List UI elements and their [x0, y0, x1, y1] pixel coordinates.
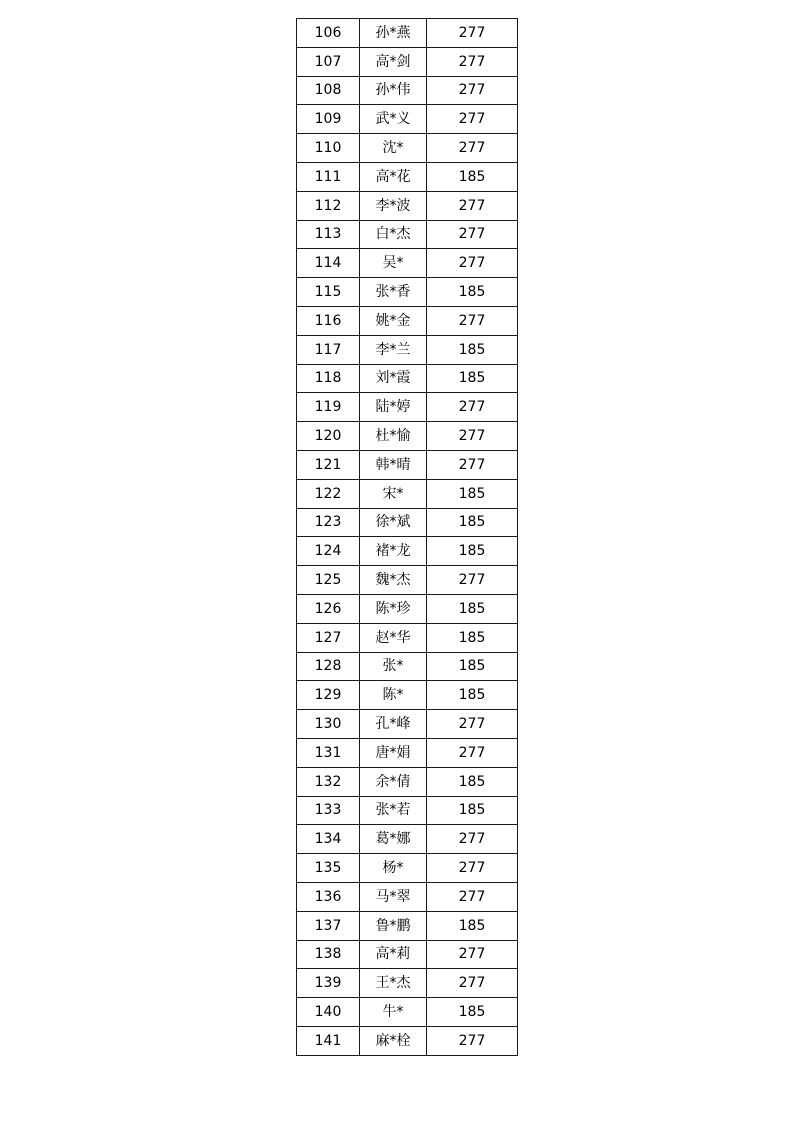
name-cell: 高*花 [360, 162, 427, 191]
table-row [297, 796, 518, 825]
amount-cell: 185 [427, 998, 518, 1027]
name-cell: 余*倩 [360, 767, 427, 796]
row-number-cell: 136 [297, 882, 360, 911]
amount-cell: 277 [427, 738, 518, 767]
amount-cell: 185 [427, 537, 518, 566]
row-number-cell: 113 [297, 220, 360, 249]
table-row [297, 1026, 518, 1055]
amount-cell: 277 [427, 710, 518, 739]
table-row [297, 969, 518, 998]
table-row [297, 652, 518, 681]
table-row [297, 393, 518, 422]
name-cell: 李*兰 [360, 335, 427, 364]
name-cell: 马*翠 [360, 882, 427, 911]
row-number-cell: 109 [297, 105, 360, 134]
name-cell: 高*剑 [360, 47, 427, 76]
amount-cell: 185 [427, 911, 518, 940]
row-number-cell: 128 [297, 652, 360, 681]
name-cell: 张*香 [360, 278, 427, 307]
name-cell: 张*若 [360, 796, 427, 825]
amount-cell: 277 [427, 393, 518, 422]
name-cell: 高*莉 [360, 940, 427, 969]
table-row [297, 594, 518, 623]
row-number-cell: 111 [297, 162, 360, 191]
table-row [297, 998, 518, 1027]
row-number-cell: 135 [297, 854, 360, 883]
name-cell: 徐*斌 [360, 508, 427, 537]
row-number-cell: 137 [297, 911, 360, 940]
amount-cell: 277 [427, 450, 518, 479]
row-number-cell: 131 [297, 738, 360, 767]
amount-cell: 185 [427, 767, 518, 796]
amount-cell: 185 [427, 278, 518, 307]
name-cell: 孙*燕 [360, 19, 427, 48]
row-number-cell: 141 [297, 1026, 360, 1055]
name-cell: 麻*栓 [360, 1026, 427, 1055]
table-row [297, 825, 518, 854]
row-number-cell: 126 [297, 594, 360, 623]
name-cell: 陈* [360, 681, 427, 710]
table-row [297, 306, 518, 335]
amount-cell: 277 [427, 220, 518, 249]
table-row [297, 450, 518, 479]
name-cell: 白*杰 [360, 220, 427, 249]
amount-cell: 277 [427, 882, 518, 911]
amount-cell: 277 [427, 76, 518, 105]
name-cell: 杨* [360, 854, 427, 883]
name-cell: 杜*愉 [360, 422, 427, 451]
document-page [296, 18, 518, 1056]
table-row [297, 767, 518, 796]
row-number-cell: 117 [297, 335, 360, 364]
row-number-cell: 130 [297, 710, 360, 739]
name-cell: 牛* [360, 998, 427, 1027]
name-cell: 张* [360, 652, 427, 681]
row-number-cell: 115 [297, 278, 360, 307]
name-cell: 褚*龙 [360, 537, 427, 566]
name-cell: 孙*伟 [360, 76, 427, 105]
name-cell: 李*波 [360, 191, 427, 220]
table-row [297, 911, 518, 940]
name-cell: 吴* [360, 249, 427, 278]
row-number-cell: 119 [297, 393, 360, 422]
row-number-cell: 122 [297, 479, 360, 508]
amount-cell: 185 [427, 594, 518, 623]
name-cell: 武*义 [360, 105, 427, 134]
name-cell: 韩*晴 [360, 450, 427, 479]
table-row [297, 422, 518, 451]
amount-cell: 277 [427, 1026, 518, 1055]
name-cell: 赵*华 [360, 623, 427, 652]
row-number-cell: 114 [297, 249, 360, 278]
row-number-cell: 124 [297, 537, 360, 566]
row-number-cell: 138 [297, 940, 360, 969]
amount-cell: 277 [427, 134, 518, 163]
table-row [297, 162, 518, 191]
amount-cell: 185 [427, 681, 518, 710]
amount-cell: 185 [427, 796, 518, 825]
table-row [297, 738, 518, 767]
amount-cell: 185 [427, 652, 518, 681]
amount-cell: 277 [427, 47, 518, 76]
table-row [297, 623, 518, 652]
row-number-cell: 123 [297, 508, 360, 537]
name-cell: 姚*金 [360, 306, 427, 335]
table-row [297, 537, 518, 566]
amount-cell: 277 [427, 825, 518, 854]
amount-cell: 277 [427, 105, 518, 134]
row-number-cell: 139 [297, 969, 360, 998]
table-row [297, 47, 518, 76]
row-number-cell: 112 [297, 191, 360, 220]
amount-cell: 185 [427, 623, 518, 652]
row-number-cell: 129 [297, 681, 360, 710]
amount-cell: 185 [427, 335, 518, 364]
amount-cell: 185 [427, 364, 518, 393]
row-number-cell: 140 [297, 998, 360, 1027]
table-row [297, 335, 518, 364]
amount-cell: 185 [427, 162, 518, 191]
row-number-cell: 120 [297, 422, 360, 451]
amount-cell: 277 [427, 19, 518, 48]
amount-cell: 277 [427, 854, 518, 883]
row-number-cell: 107 [297, 47, 360, 76]
row-number-cell: 125 [297, 566, 360, 595]
table-row [297, 566, 518, 595]
name-cell: 唐*娟 [360, 738, 427, 767]
table-row [297, 710, 518, 739]
name-cell: 鲁*鹏 [360, 911, 427, 940]
roster-table [296, 18, 518, 1056]
amount-cell: 185 [427, 479, 518, 508]
roster-table-body [297, 19, 518, 1056]
table-row [297, 220, 518, 249]
table-row [297, 76, 518, 105]
name-cell: 葛*娜 [360, 825, 427, 854]
table-row [297, 681, 518, 710]
amount-cell: 277 [427, 422, 518, 451]
name-cell: 孔*峰 [360, 710, 427, 739]
row-number-cell: 116 [297, 306, 360, 335]
table-row [297, 854, 518, 883]
row-number-cell: 134 [297, 825, 360, 854]
name-cell: 王*杰 [360, 969, 427, 998]
row-number-cell: 121 [297, 450, 360, 479]
row-number-cell: 132 [297, 767, 360, 796]
table-row [297, 940, 518, 969]
row-number-cell: 110 [297, 134, 360, 163]
table-row [297, 278, 518, 307]
table-row [297, 479, 518, 508]
amount-cell: 277 [427, 191, 518, 220]
amount-cell: 277 [427, 566, 518, 595]
table-row [297, 105, 518, 134]
row-number-cell: 118 [297, 364, 360, 393]
name-cell: 陈*珍 [360, 594, 427, 623]
table-row [297, 508, 518, 537]
table-row [297, 364, 518, 393]
name-cell: 沈* [360, 134, 427, 163]
table-row [297, 19, 518, 48]
table-row [297, 191, 518, 220]
amount-cell: 277 [427, 940, 518, 969]
amount-cell: 277 [427, 306, 518, 335]
name-cell: 宋* [360, 479, 427, 508]
name-cell: 陆*婷 [360, 393, 427, 422]
table-row [297, 249, 518, 278]
amount-cell: 277 [427, 249, 518, 278]
row-number-cell: 108 [297, 76, 360, 105]
row-number-cell: 106 [297, 19, 360, 48]
amount-cell: 185 [427, 508, 518, 537]
table-row [297, 134, 518, 163]
table-row [297, 882, 518, 911]
row-number-cell: 133 [297, 796, 360, 825]
amount-cell: 277 [427, 969, 518, 998]
name-cell: 魏*杰 [360, 566, 427, 595]
row-number-cell: 127 [297, 623, 360, 652]
name-cell: 刘*霞 [360, 364, 427, 393]
